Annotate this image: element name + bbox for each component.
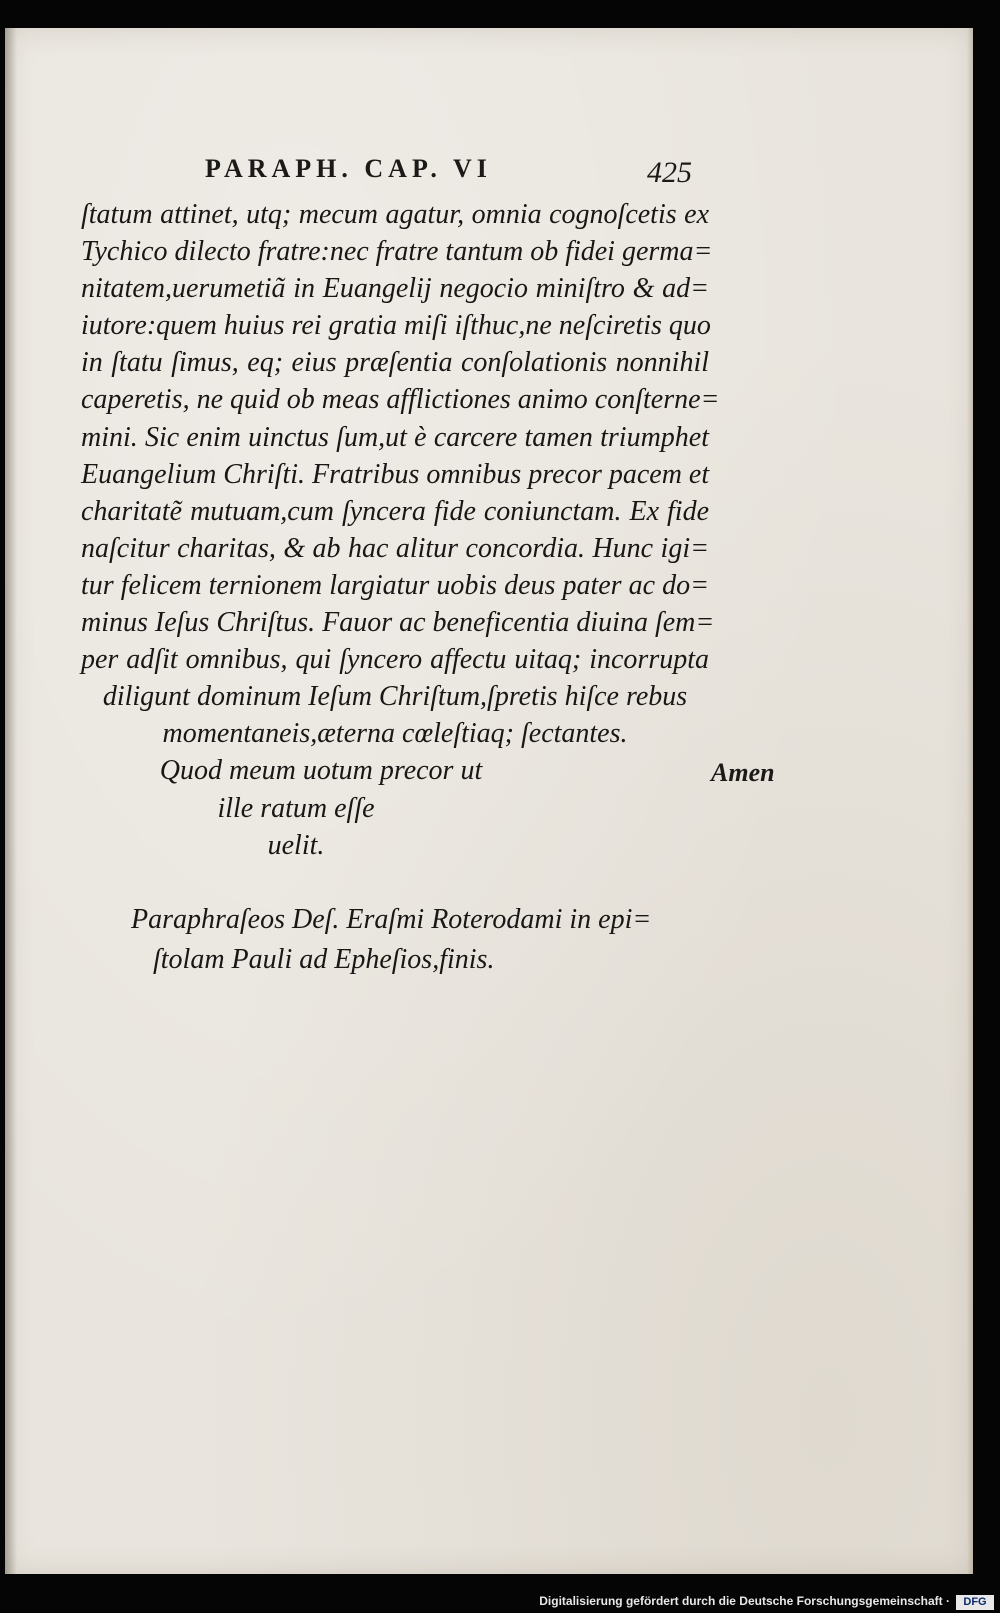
text-line: mini. Sic enim uinctus ſum,ut è carcere tamen triumphet	[81, 421, 709, 453]
text-line: ſtatum attinet, utq; mecum agatur, omnia cognoſcetis ex	[81, 199, 709, 230]
text-line: caperetis, ne quid ob meas afflictiones animo conſterne=	[81, 384, 720, 416]
colophon	[131, 900, 691, 980]
text-line: minus Ieſus Chriſtus. Fauor ac beneficentia diuina ſem=	[81, 607, 715, 639]
text-line: diligunt dominum Ieſum Chriſtum,ſpretis hiſce rebus	[102, 681, 688, 713]
text-line: tur felicem ternionem largiatur uobis deus pater ac do=	[81, 569, 709, 601]
page-number: 425	[647, 156, 692, 189]
text-line: nitatem,uerumetiã in Euangelij negocio miniſtro & ad=	[81, 273, 709, 305]
colophon-line: Paraphraſeos Deſ. Eraſmi Roterodami in epi=	[131, 904, 652, 935]
page-gutter-shadow	[5, 28, 17, 1574]
text-line: naſcitur charitas, & ab hac alitur concordia. Hunc igi=	[81, 532, 709, 564]
marginal-note: Amen	[711, 758, 775, 787]
colophon-line: ſtolam Pauli ad Epheſios,finis.	[153, 944, 495, 975]
running-head: PARAPH. CAP. VI	[205, 154, 492, 183]
text-line: momentaneis,æterna cœleſtiaq; ſectantes.	[162, 718, 628, 750]
text-line: Euangelium Chriſti. Fratribus omnibus precor pacem et	[81, 458, 710, 490]
text-line: Quod meum uotum precor ut	[159, 755, 483, 787]
text-line: in ſtatu ſimus, eq; eius præſentia conſolationis nonnihil	[81, 347, 709, 379]
body-text	[81, 196, 720, 864]
text-line: ille ratum eſſe	[217, 792, 375, 824]
book-page	[5, 28, 973, 1574]
text-line: Tychico dilecto fratre:nec fratre tantum ob fidei germa=	[81, 236, 713, 268]
page-edge	[967, 28, 973, 1574]
dfg-logo: DFG	[956, 1595, 994, 1610]
text-line: uelit.	[267, 829, 325, 861]
text-line: per adſit omnibus, qui ſyncero affectu uitaq; incorrupta	[81, 644, 709, 676]
text-line: iutore:quem huius rei gratia miſi iſthuc,ne neſciretis quo	[81, 310, 711, 342]
text-line: charitatẽ mutuam,cum ſyncera fide coniunctam. Ex fide	[81, 495, 709, 527]
digitization-credit: Digitalisierung gefördert durch die Deutsche Forschungsgemeinschaft ·	[539, 1594, 950, 1608]
